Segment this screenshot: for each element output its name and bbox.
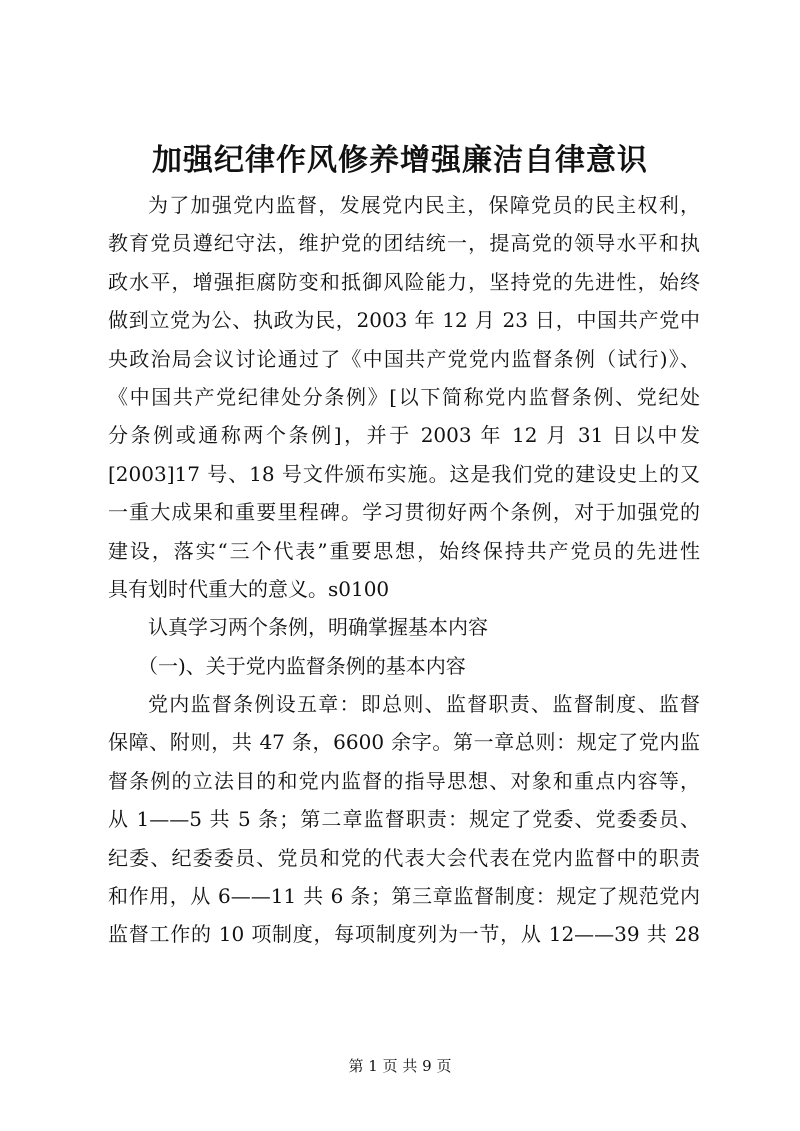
paragraph-line: 保障、附则，共 47 条，6600 余字。第一章总则：规定了党内监 bbox=[108, 730, 700, 755]
page-footer: 第 1 页 共 9 页 bbox=[348, 1057, 452, 1075]
paragraph-line: 从 1——5 共 5 条；第二章监督职责：规定了党委、党委委员、 bbox=[108, 807, 700, 832]
paragraph-line: 央政治局会议讨论通过了《中国共产党党内监督条例（试行)》、 bbox=[108, 346, 700, 371]
paragraph-line: 建设，落实“三个代表”重要思想，始终保持共产党员的先进性 bbox=[108, 538, 700, 563]
section-heading: 认真学习两个条例，明确掌握基本内容 bbox=[148, 615, 488, 640]
paragraph-line: 《中国共产党纪律处分条例》[以下简称党内监督条例、党纪处 bbox=[108, 384, 700, 409]
paragraph-line: 为了加强党内监督，发展党内民主，保障党员的民主权利， bbox=[148, 193, 700, 217]
paragraph-line: 具有划时代重大的意义。s0100 bbox=[108, 576, 390, 601]
paragraph-line: 督条例的立法目的和党内监督的指导思想、对象和重点内容等， bbox=[108, 768, 700, 793]
subsection-heading: （一)、关于党内监督条例的基本内容 bbox=[138, 653, 466, 678]
paragraph-line: 纪委、纪委委员、党员和党的代表大会代表在党内监督中的职责 bbox=[108, 845, 700, 870]
document-body bbox=[108, 186, 700, 954]
paragraph-line: 和作用，从 6——11 共 6 条；第三章监督制度：规定了规范党内 bbox=[108, 884, 700, 909]
document-title: 加强纪律作风修养增强廉洁自律意识 bbox=[152, 143, 648, 178]
paragraph-line: 监督工作的 10 项制度，每项制度列为一节，从 12——39 共 28 bbox=[108, 922, 700, 947]
paragraph-line: 党内监督条例设五章：即总则、监督职责、监督制度、监督 bbox=[148, 692, 700, 717]
paragraph-line: 一重大成果和重要里程碑。学习贯彻好两个条例，对于加强党的 bbox=[108, 500, 700, 525]
paragraph-line: 做到立党为公、执政为民，2003 年 12 月 23 日，中国共产党中 bbox=[108, 308, 700, 333]
paragraph-line: [2003]17 号、18 号文件颁布实施。这是我们党的建设史上的又 bbox=[108, 461, 700, 486]
paragraph-line: 政水平，增强拒腐防变和抵御风险能力，坚持党的先进性，始终 bbox=[108, 269, 700, 294]
paragraph-line: 教育党员遵纪守法，维护党的团结统一，提高党的领导水平和执 bbox=[108, 231, 700, 256]
paragraph-line: 分条例或通称两个条例]，并于 2003 年 12 月 31 日以中发 bbox=[108, 423, 700, 448]
